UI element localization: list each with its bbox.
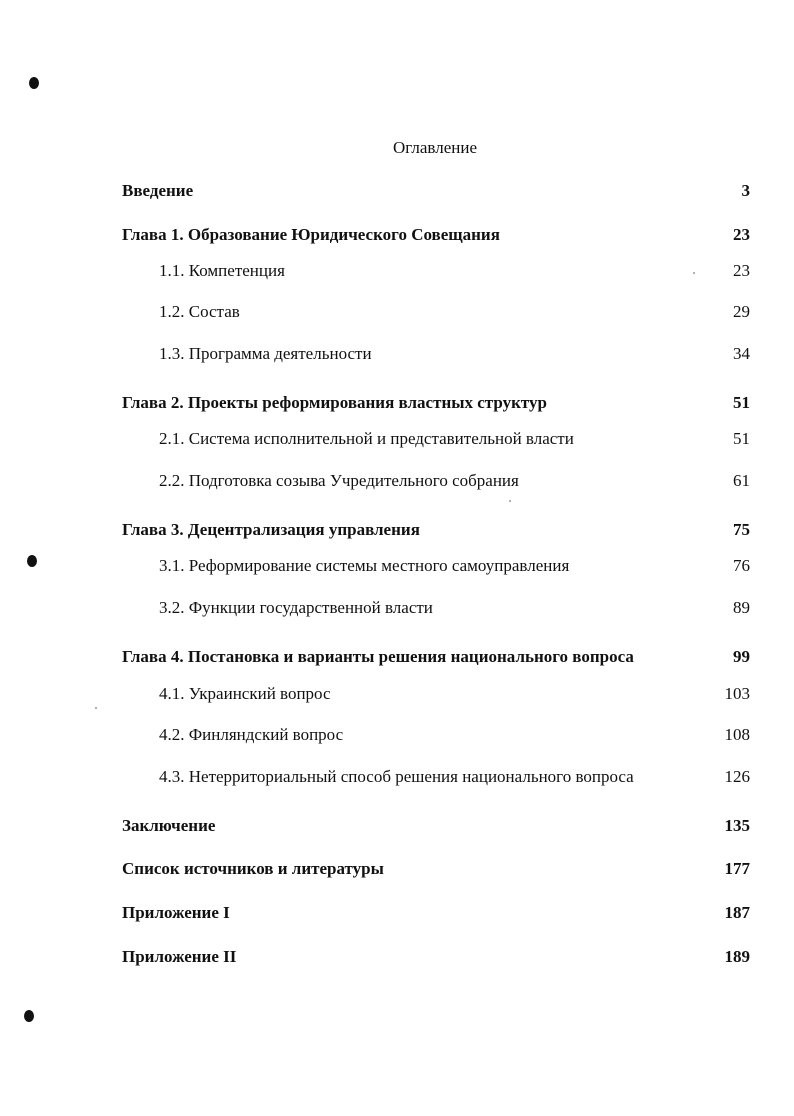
toc-entry-page: 51: [733, 429, 750, 448]
toc-entry: [0, 725, 794, 749]
toc-entry-page: 61: [733, 471, 750, 490]
toc-entry: [0, 225, 794, 249]
toc-entry-page: 29: [733, 302, 750, 321]
toc-entry-page: 3: [741, 181, 750, 200]
toc-entry: [0, 181, 794, 205]
toc-entry: [0, 393, 794, 417]
toc-entry: [0, 947, 794, 971]
toc-entry-label: 3.2. Функции государственной власти: [159, 598, 433, 617]
toc-entry-label: Глава 3. Децентрализация управления: [122, 520, 420, 539]
toc-entry-label: 4.2. Финляндский вопрос: [159, 725, 344, 744]
toc-entry-label: 1.3. Программа деятельности: [159, 344, 372, 363]
toc-entry-page: 23: [733, 225, 750, 244]
toc-entry-label: 4.3. Нетерриториальный способ решения национального вопроса: [159, 767, 634, 786]
toc-entry-page: 89: [733, 598, 750, 617]
toc-entry-label: Заключение: [122, 816, 216, 835]
toc-entry-label: Список источников и литературы: [122, 859, 384, 878]
toc-entry-page: 187: [724, 903, 750, 922]
toc-title: Оглавление: [393, 138, 477, 157]
toc-entry: [0, 520, 794, 544]
toc-entry: [0, 647, 794, 671]
toc-entry: [0, 471, 794, 495]
toc-entry-label: Введение: [122, 181, 194, 200]
toc-entry-page: 126: [724, 767, 750, 786]
toc-entry-page: 177: [724, 859, 750, 878]
toc-entry: [0, 684, 794, 708]
punch-hole-bottom: [24, 1010, 34, 1022]
toc-entry-page: 75: [733, 520, 750, 539]
toc-entry-page: 51: [733, 393, 750, 412]
toc-entry-label: 2.2. Подготовка созыва Учредительного собрания: [159, 471, 519, 490]
toc-entry: [0, 429, 794, 453]
toc-entry-page: 34: [733, 344, 750, 363]
toc-entry: [0, 261, 794, 285]
toc-entry: [0, 598, 794, 622]
toc-entry-page: 135: [724, 816, 750, 835]
toc-entry-page: 23: [733, 261, 750, 280]
punch-hole-top: [29, 77, 39, 89]
toc-entry: [0, 344, 794, 368]
toc-entry: [0, 556, 794, 580]
toc-entry-label: Глава 1. Образование Юридического Совещания: [122, 225, 500, 244]
toc-entry: [0, 767, 794, 791]
toc-entry: [0, 302, 794, 326]
toc-entry: [0, 859, 794, 883]
toc-entry-page: 99: [733, 647, 750, 666]
toc-entry-label: Глава 4. Постановка и варианты решения национального вопроса: [122, 647, 634, 666]
toc-entry-page: 76: [733, 556, 750, 575]
toc-entry-label: Приложение II: [122, 947, 237, 966]
toc-entry-label: Глава 2. Проекты реформирования властных структур: [122, 393, 547, 412]
scan-speck: [509, 500, 511, 502]
toc-entry-label: 4.1. Украинский вопрос: [159, 684, 331, 703]
toc-entry-page: 108: [724, 725, 750, 744]
toc-entry: [0, 903, 794, 927]
toc-entry-label: Приложение I: [122, 903, 230, 922]
toc-entry-label: 2.1. Система исполнительной и представительной власти: [159, 429, 574, 448]
toc-entry-page: 103: [724, 684, 750, 703]
toc-entry-label: 3.1. Реформирование системы местного самоуправления: [159, 556, 570, 575]
toc-entry-label: 1.1. Компетенция: [159, 261, 285, 280]
toc-entry-label: 1.2. Состав: [159, 302, 240, 321]
toc-entry: [0, 816, 794, 840]
toc-entry-page: 189: [724, 947, 750, 966]
